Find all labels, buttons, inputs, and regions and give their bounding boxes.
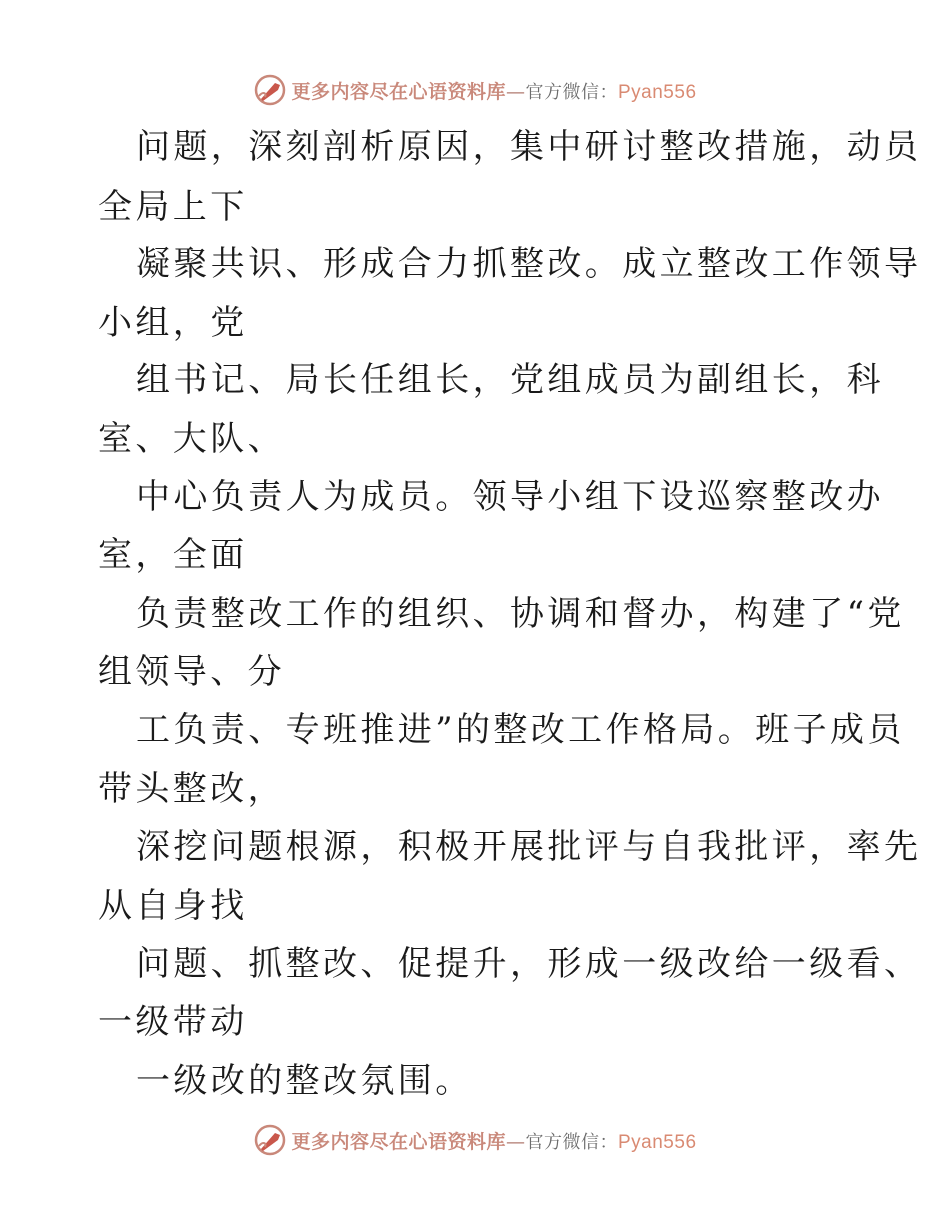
banner-site-text: 更多内容尽在心语资料库 [291,1130,506,1153]
text-line: 问题、抓整改、促提升，形成一级改给一级看、 [136,944,922,984]
text-line: 深挖问题根源，积极开展批评与自我批评，率先 [136,827,922,867]
text-line: 负责整改工作的组织、协调和督办，构建了“党 [136,594,905,634]
banner-contact-id: Pyan556 [618,81,697,103]
text-line: 室、大队、 [98,419,285,459]
footer-banner [0,1120,950,1160]
text-line: 问题，深刻剖析原因，集中研讨整改措施，动员 [136,127,922,167]
text-line: 组领导、分 [98,652,285,692]
banner-contact-label: 官方微信： [525,1131,618,1153]
pen-nib-logo-icon [253,1123,287,1157]
banner-contact-id: Pyan556 [618,1131,697,1153]
text-line: 带头整改， [98,769,285,809]
banner-text [291,1127,696,1154]
text-line: 凝聚共识、形成合力抓整改。成立整改工作领导 [136,244,922,284]
text-line: 工负责、专班推进”的整改工作格局。班子成员 [136,710,905,750]
text-line: 组书记、局长任组长，党组成员为副组长，科 [136,360,884,400]
pen-nib-logo-icon [253,73,287,107]
text-line: 从自身找 [98,886,248,926]
text-line: 小组，党 [98,303,248,343]
text-line: 中心负责人为成员。领导小组下设巡察整改办 [136,477,884,517]
text-line: 全局上下 [98,187,248,227]
banner-site-text: 更多内容尽在心语资料库 [291,80,506,103]
text-line: 一级带动 [98,1002,248,1042]
banner-contact-label: 官方微信： [525,81,618,103]
text-line: 室，全面 [98,535,248,575]
banner-dash: — [506,80,526,103]
banner-dash: — [506,1130,526,1153]
header-banner [0,70,950,110]
banner-text [291,77,696,104]
text-line: 一级改的整改氛围。 [136,1061,473,1101]
